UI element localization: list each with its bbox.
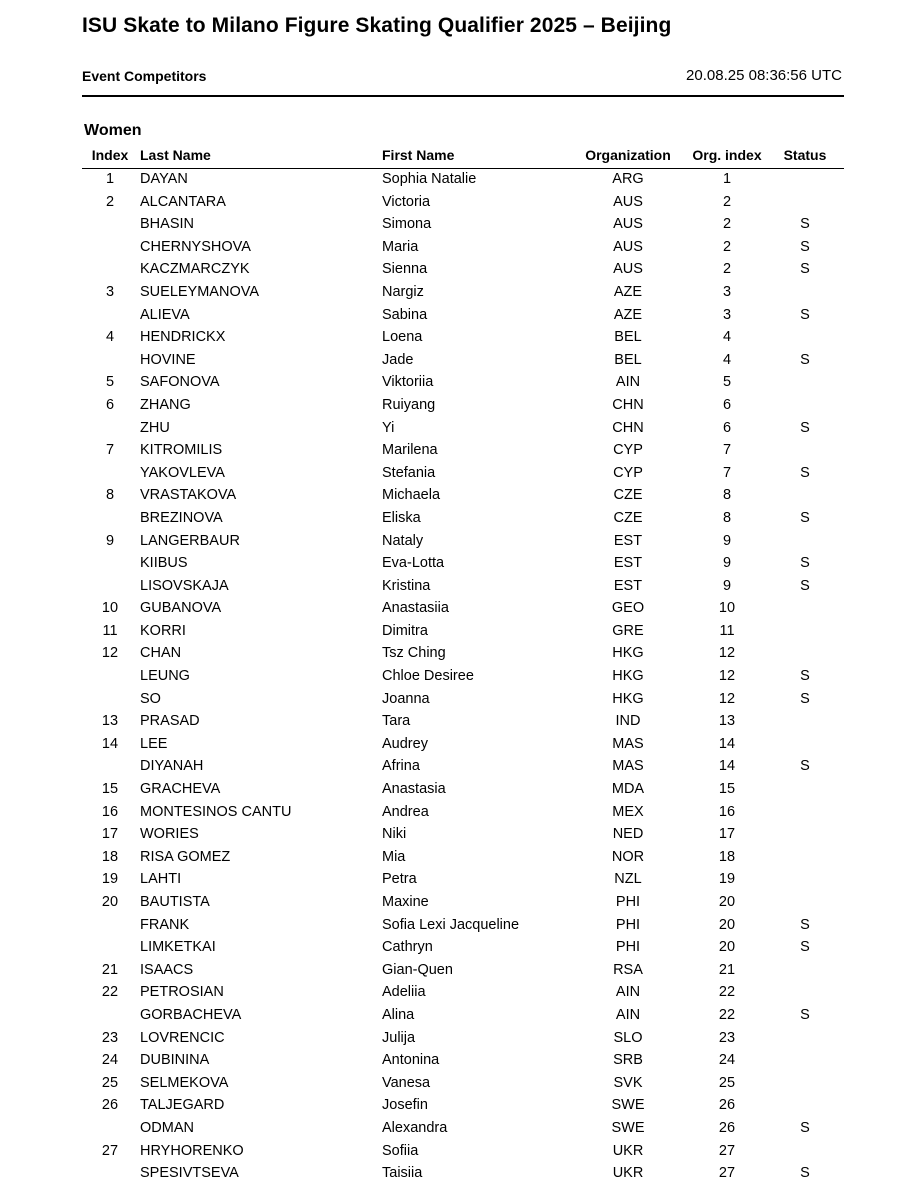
cell-first-name: Loena [382,329,423,346]
cell-first-name: Kristina [382,577,431,594]
table-row [0,418,924,441]
cell-last-name: SUELEYMANOVA [140,283,259,300]
cell-organization: SWE [611,1119,645,1136]
cell-index: 17 [101,826,119,843]
cell-index: 26 [101,1097,119,1114]
cell-last-name: CHERNYSHOVA [140,238,251,255]
table-row [0,779,924,802]
table-row [0,169,924,192]
cell-org-index: 2 [722,238,732,255]
cell-last-name: ALIEVA [140,306,190,323]
table-row [0,621,924,644]
cell-last-name: DIYANAH [140,758,204,775]
cell-organization: PHI [615,894,641,910]
table-row [0,259,924,282]
cell-org-index: 7 [722,442,732,459]
cell-organization: NOR [611,848,645,865]
cell-last-name: HRYHORENKO [140,1142,244,1159]
cell-organization: CYP [613,464,643,481]
cell-first-name: Antonina [382,1052,440,1069]
cell-first-name: Sophia Natalie [382,171,477,187]
table-row [0,643,924,666]
cell-organization: NZL [614,871,642,888]
table-row [0,1118,924,1141]
cell-org-index: 22 [718,984,736,1001]
cell-first-name: Sabina [382,306,428,323]
cell-first-name: Adeliia [382,984,426,1001]
cell-index: 5 [105,374,115,391]
table-row [0,734,924,757]
table-row [0,1050,924,1073]
document-subtitle: Event Competitors [82,68,207,84]
cell-status: S [800,261,810,278]
table-row [0,960,924,983]
cell-index: 23 [101,1029,119,1046]
cell-last-name: KITROMILIS [140,442,223,459]
cell-org-index: 5 [722,374,732,391]
cell-organization: CYP [613,442,643,459]
table-row [0,1095,924,1118]
cell-org-index: 25 [718,1074,736,1091]
cell-organization: SVK [613,1074,643,1091]
cell-org-index: 3 [722,306,732,323]
cell-first-name: Mia [382,848,406,865]
cell-organization: HKG [612,668,644,685]
table-row [0,508,924,531]
cell-index: 24 [101,1052,119,1069]
cell-last-name: LAHTI [140,871,182,888]
cell-last-name: LOVRENCIC [140,1029,225,1046]
cell-status: S [800,690,810,707]
table-row [0,847,924,870]
cell-org-index: 4 [722,329,732,346]
cell-org-index: 7 [722,464,732,481]
cell-index: 13 [101,713,119,730]
cell-organization: IND [615,713,641,730]
table-row [0,1163,924,1186]
cell-last-name: ZHANG [140,396,191,413]
cell-first-name: Nataly [382,532,424,549]
cell-first-name: Andrea [382,803,429,820]
cell-first-name: Sienna [382,261,428,278]
cell-first-name: Simona [382,216,432,233]
cell-index: 11 [102,622,118,639]
table-row [0,485,924,508]
cell-last-name: BAUTISTA [140,894,210,910]
cell-index: 16 [101,803,119,820]
cell-last-name: ISAACS [140,961,194,978]
cell-org-index: 16 [718,803,736,820]
cell-last-name: HOVINE [140,351,196,368]
cell-org-index: 13 [718,713,736,730]
cell-status: S [800,306,810,323]
cell-first-name: Dimitra [382,622,428,639]
cell-last-name: LEE [140,735,168,752]
cell-org-index: 24 [718,1052,736,1069]
cell-index: 18 [101,848,119,865]
cell-first-name: Audrey [382,735,428,752]
column-header-first-name: First Name [382,147,455,163]
cell-status: S [800,916,810,933]
cell-org-index: 18 [718,848,736,865]
table-row [0,666,924,689]
cell-org-index: 15 [718,781,736,798]
cell-organization: SWE [611,1097,645,1114]
cell-organization: MAS [612,758,644,775]
cell-org-index: 4 [722,351,732,368]
cell-organization: PHI [615,916,641,933]
table-row [0,1005,924,1028]
cell-organization: BEL [614,351,642,368]
table-row [0,937,924,960]
cell-last-name: GRACHEVA [140,781,221,798]
cell-last-name: CHAN [140,645,182,662]
cell-index: 7 [105,442,115,459]
cell-organization: SRB [613,1052,643,1069]
cell-status: S [800,1165,810,1182]
cell-index: 4 [105,329,115,346]
cell-org-index: 21 [718,961,736,978]
cell-first-name: Tara [382,713,411,730]
cell-org-index: 12 [718,645,736,662]
cell-organization: UKR [612,1165,644,1182]
cell-first-name: Sofia Lexi Jacqueline [382,916,520,933]
cell-org-index: 2 [722,193,732,210]
cell-first-name: Taisiia [382,1165,423,1182]
cell-organization: GRE [612,622,644,639]
cell-last-name: LEUNG [140,668,190,685]
cell-last-name: MONTESINOS CANTU [140,803,292,820]
column-header-org-index: Org. index [692,147,762,163]
table-row [0,915,924,938]
cell-organization: MEX [612,803,644,820]
table-row [0,553,924,576]
cell-org-index: 23 [718,1029,736,1046]
cell-org-index: 9 [722,532,732,549]
generated-timestamp: 20.08.25 08:36:56 UTC [686,67,842,84]
cell-org-index: 27 [718,1165,736,1182]
cell-status: S [800,351,810,368]
cell-organization: AUS [613,238,643,255]
cell-first-name: Joanna [382,690,430,707]
cell-org-index: 20 [718,916,736,933]
table-row [0,327,924,350]
cell-first-name: Cathryn [382,939,433,956]
cell-index: 8 [105,487,115,504]
cell-last-name: HENDRICKX [140,329,226,346]
cell-status: S [800,216,810,233]
cell-organization: PHI [615,939,641,956]
cell-last-name: PETROSIAN [140,984,224,1001]
cell-last-name: BHASIN [140,216,194,233]
table-row [0,531,924,554]
column-header-organization: Organization [585,147,671,163]
table-row [0,824,924,847]
cell-organization: ARG [612,171,644,187]
cell-org-index: 9 [722,555,732,572]
cell-org-index: 10 [718,600,736,617]
cell-status: S [800,509,810,526]
cell-org-index: 6 [722,396,732,413]
cell-organization: AIN [615,984,641,1001]
document-title: ISU Skate to Milano Figure Skating Qualifier 2025 – Beijing [82,14,672,37]
cell-organization: AUS [613,216,643,233]
cell-org-index: 12 [718,668,736,685]
cell-org-index: 8 [722,487,732,504]
cell-status: S [800,939,810,956]
cell-org-index: 6 [722,419,732,436]
cell-last-name: LISOVSKAJA [140,577,229,594]
cell-index: 12 [101,645,119,662]
cell-first-name: Marilena [382,442,438,459]
cell-status: S [800,668,810,685]
cell-first-name: Jade [382,351,414,368]
cell-status: S [800,238,810,255]
cell-org-index: 9 [722,577,732,594]
table-row [0,1028,924,1051]
table-row [0,440,924,463]
cell-organization: CHN [612,419,644,436]
cell-first-name: Ruiyang [382,396,436,413]
cell-first-name: Julija [382,1029,416,1046]
cell-organization: HKG [612,645,644,662]
cell-organization: CHN [612,396,644,413]
cell-organization: MDA [611,781,645,798]
table-row [0,802,924,825]
cell-status: S [800,555,810,572]
cell-last-name: BREZINOVA [140,509,223,526]
table-row [0,1073,924,1096]
table-row [0,214,924,237]
cell-first-name: Victoria [382,193,431,210]
header-divider [82,95,844,97]
cell-last-name: WORIES [140,826,199,843]
cell-last-name: TALJEGARD [140,1097,225,1114]
cell-org-index: 1 [722,171,732,187]
cell-organization: CZE [613,487,643,504]
cell-last-name: KACZMARCZYK [140,261,250,278]
cell-organization: NED [612,826,644,843]
cell-organization: EST [613,555,643,572]
cell-organization: RSA [613,961,643,978]
table-row [0,350,924,373]
cell-index: 27 [101,1142,119,1159]
cell-first-name: Maxine [382,894,429,910]
competitor-table-body [0,169,924,1186]
table-row [0,756,924,779]
cell-org-index: 17 [718,826,736,843]
table-row [0,282,924,305]
table-row [0,192,924,215]
cell-last-name: SPESIVTSEVA [140,1165,239,1182]
cell-last-name: PRASAD [140,713,200,730]
cell-org-index: 26 [718,1119,736,1136]
cell-last-name: GUBANOVA [140,600,222,617]
cell-org-index: 20 [718,894,736,910]
cell-index: 10 [101,600,119,617]
cell-first-name: Chloe Desiree [382,668,474,685]
cell-organization: AZE [613,283,643,300]
cell-last-name: LANGERBAUR [140,532,240,549]
cell-index: 2 [105,193,115,210]
cell-org-index: 12 [718,690,736,707]
cell-index: 15 [101,781,119,798]
cell-organization: AUS [613,193,643,210]
cell-last-name: KIIBUS [140,555,188,572]
table-row [0,305,924,328]
cell-first-name: Petra [382,871,417,888]
cell-index: 25 [101,1074,119,1091]
cell-first-name: Niki [382,826,407,843]
cell-first-name: Sofiia [382,1142,419,1159]
cell-first-name: Nargiz [382,283,424,300]
cell-organization: EST [613,577,643,594]
cell-org-index: 2 [722,261,732,278]
cell-org-index: 14 [718,735,736,752]
table-row [0,982,924,1005]
table-row [0,576,924,599]
cell-first-name: Stefania [382,464,436,481]
cell-organization: UKR [612,1142,644,1159]
cell-org-index: 22 [718,1006,736,1023]
cell-status: S [800,419,810,436]
cell-organization: HKG [612,690,644,707]
cell-organization: SLO [613,1029,643,1046]
cell-organization: AIN [615,1006,641,1023]
cell-first-name: Anastasia [382,781,446,798]
table-row [0,689,924,712]
table-row [0,372,924,395]
cell-index: 21 [101,961,119,978]
cell-org-index: 19 [718,871,736,888]
cell-org-index: 3 [722,283,732,300]
cell-last-name: SELMEKOVA [140,1074,229,1091]
cell-first-name: Gian-Quen [382,961,453,978]
cell-status: S [800,1119,810,1136]
cell-status: S [800,758,810,775]
column-header-index: Index [91,147,129,163]
cell-first-name: Yi [382,419,395,436]
cell-organization: CZE [613,509,643,526]
cell-status: S [800,577,810,594]
cell-last-name: SAFONOVA [140,374,220,391]
cell-last-name: RISA GOMEZ [140,848,231,865]
cell-first-name: Alexandra [382,1119,448,1136]
cell-first-name: Michaela [382,487,441,504]
cell-last-name: YAKOVLEVA [140,464,225,481]
cell-status: S [800,464,810,481]
cell-first-name: Vanesa [382,1074,431,1091]
cell-last-name: LIMKETKAI [140,939,216,956]
cell-last-name: ZHU [140,419,170,436]
cell-org-index: 26 [718,1097,736,1114]
cell-org-index: 2 [722,216,732,233]
cell-last-name: GORBACHEVA [140,1006,242,1023]
cell-last-name: DUBININA [140,1052,210,1069]
table-row [0,1141,924,1164]
cell-org-index: 20 [718,939,736,956]
table-row [0,237,924,260]
cell-organization: GEO [611,600,645,617]
cell-first-name: Eliska [382,509,421,526]
cell-index: 6 [105,396,115,413]
table-row [0,892,924,915]
cell-first-name: Josefin [382,1097,428,1114]
cell-org-index: 27 [718,1142,736,1159]
cell-first-name: Anastasiia [382,600,449,617]
cell-index: 19 [101,871,119,888]
cell-org-index: 14 [718,758,736,775]
cell-org-index: 11 [719,622,735,639]
cell-org-index: 8 [722,509,732,526]
cell-last-name: VRASTAKOVA [140,487,237,504]
cell-first-name: Afrina [382,758,420,775]
cell-index: 22 [101,984,119,1001]
cell-organization: AIN [615,374,641,391]
cell-last-name: SO [140,690,161,707]
table-header [0,147,924,167]
cell-last-name: ALCANTARA [140,193,226,210]
cell-status: S [800,1006,810,1023]
cell-organization: BEL [614,329,642,346]
column-header-last-name: Last Name [140,147,211,163]
cell-first-name: Viktoriia [382,374,434,391]
table-row [0,598,924,621]
cell-organization: MAS [612,735,644,752]
column-header-status: Status [783,147,827,163]
cell-first-name: Maria [382,238,419,255]
cell-last-name: FRANK [140,916,190,933]
table-row [0,463,924,486]
cell-first-name: Eva-Lotta [382,555,445,572]
cell-first-name: Tsz Ching [382,645,446,662]
cell-index: 1 [105,171,115,187]
cell-organization: AUS [613,261,643,278]
cell-last-name: DAYAN [140,171,188,187]
table-row [0,395,924,418]
cell-index: 20 [101,894,119,910]
cell-last-name: KORRI [140,622,186,639]
cell-index: 14 [101,735,119,752]
table-row [0,711,924,734]
cell-index: 9 [105,532,115,549]
cell-last-name: ODMAN [140,1119,194,1136]
cell-organization: AZE [613,306,643,323]
section-title: Women [84,122,142,139]
table-row [0,869,924,892]
cell-index: 3 [105,283,115,300]
cell-first-name: Alina [382,1006,415,1023]
cell-organization: EST [613,532,643,549]
